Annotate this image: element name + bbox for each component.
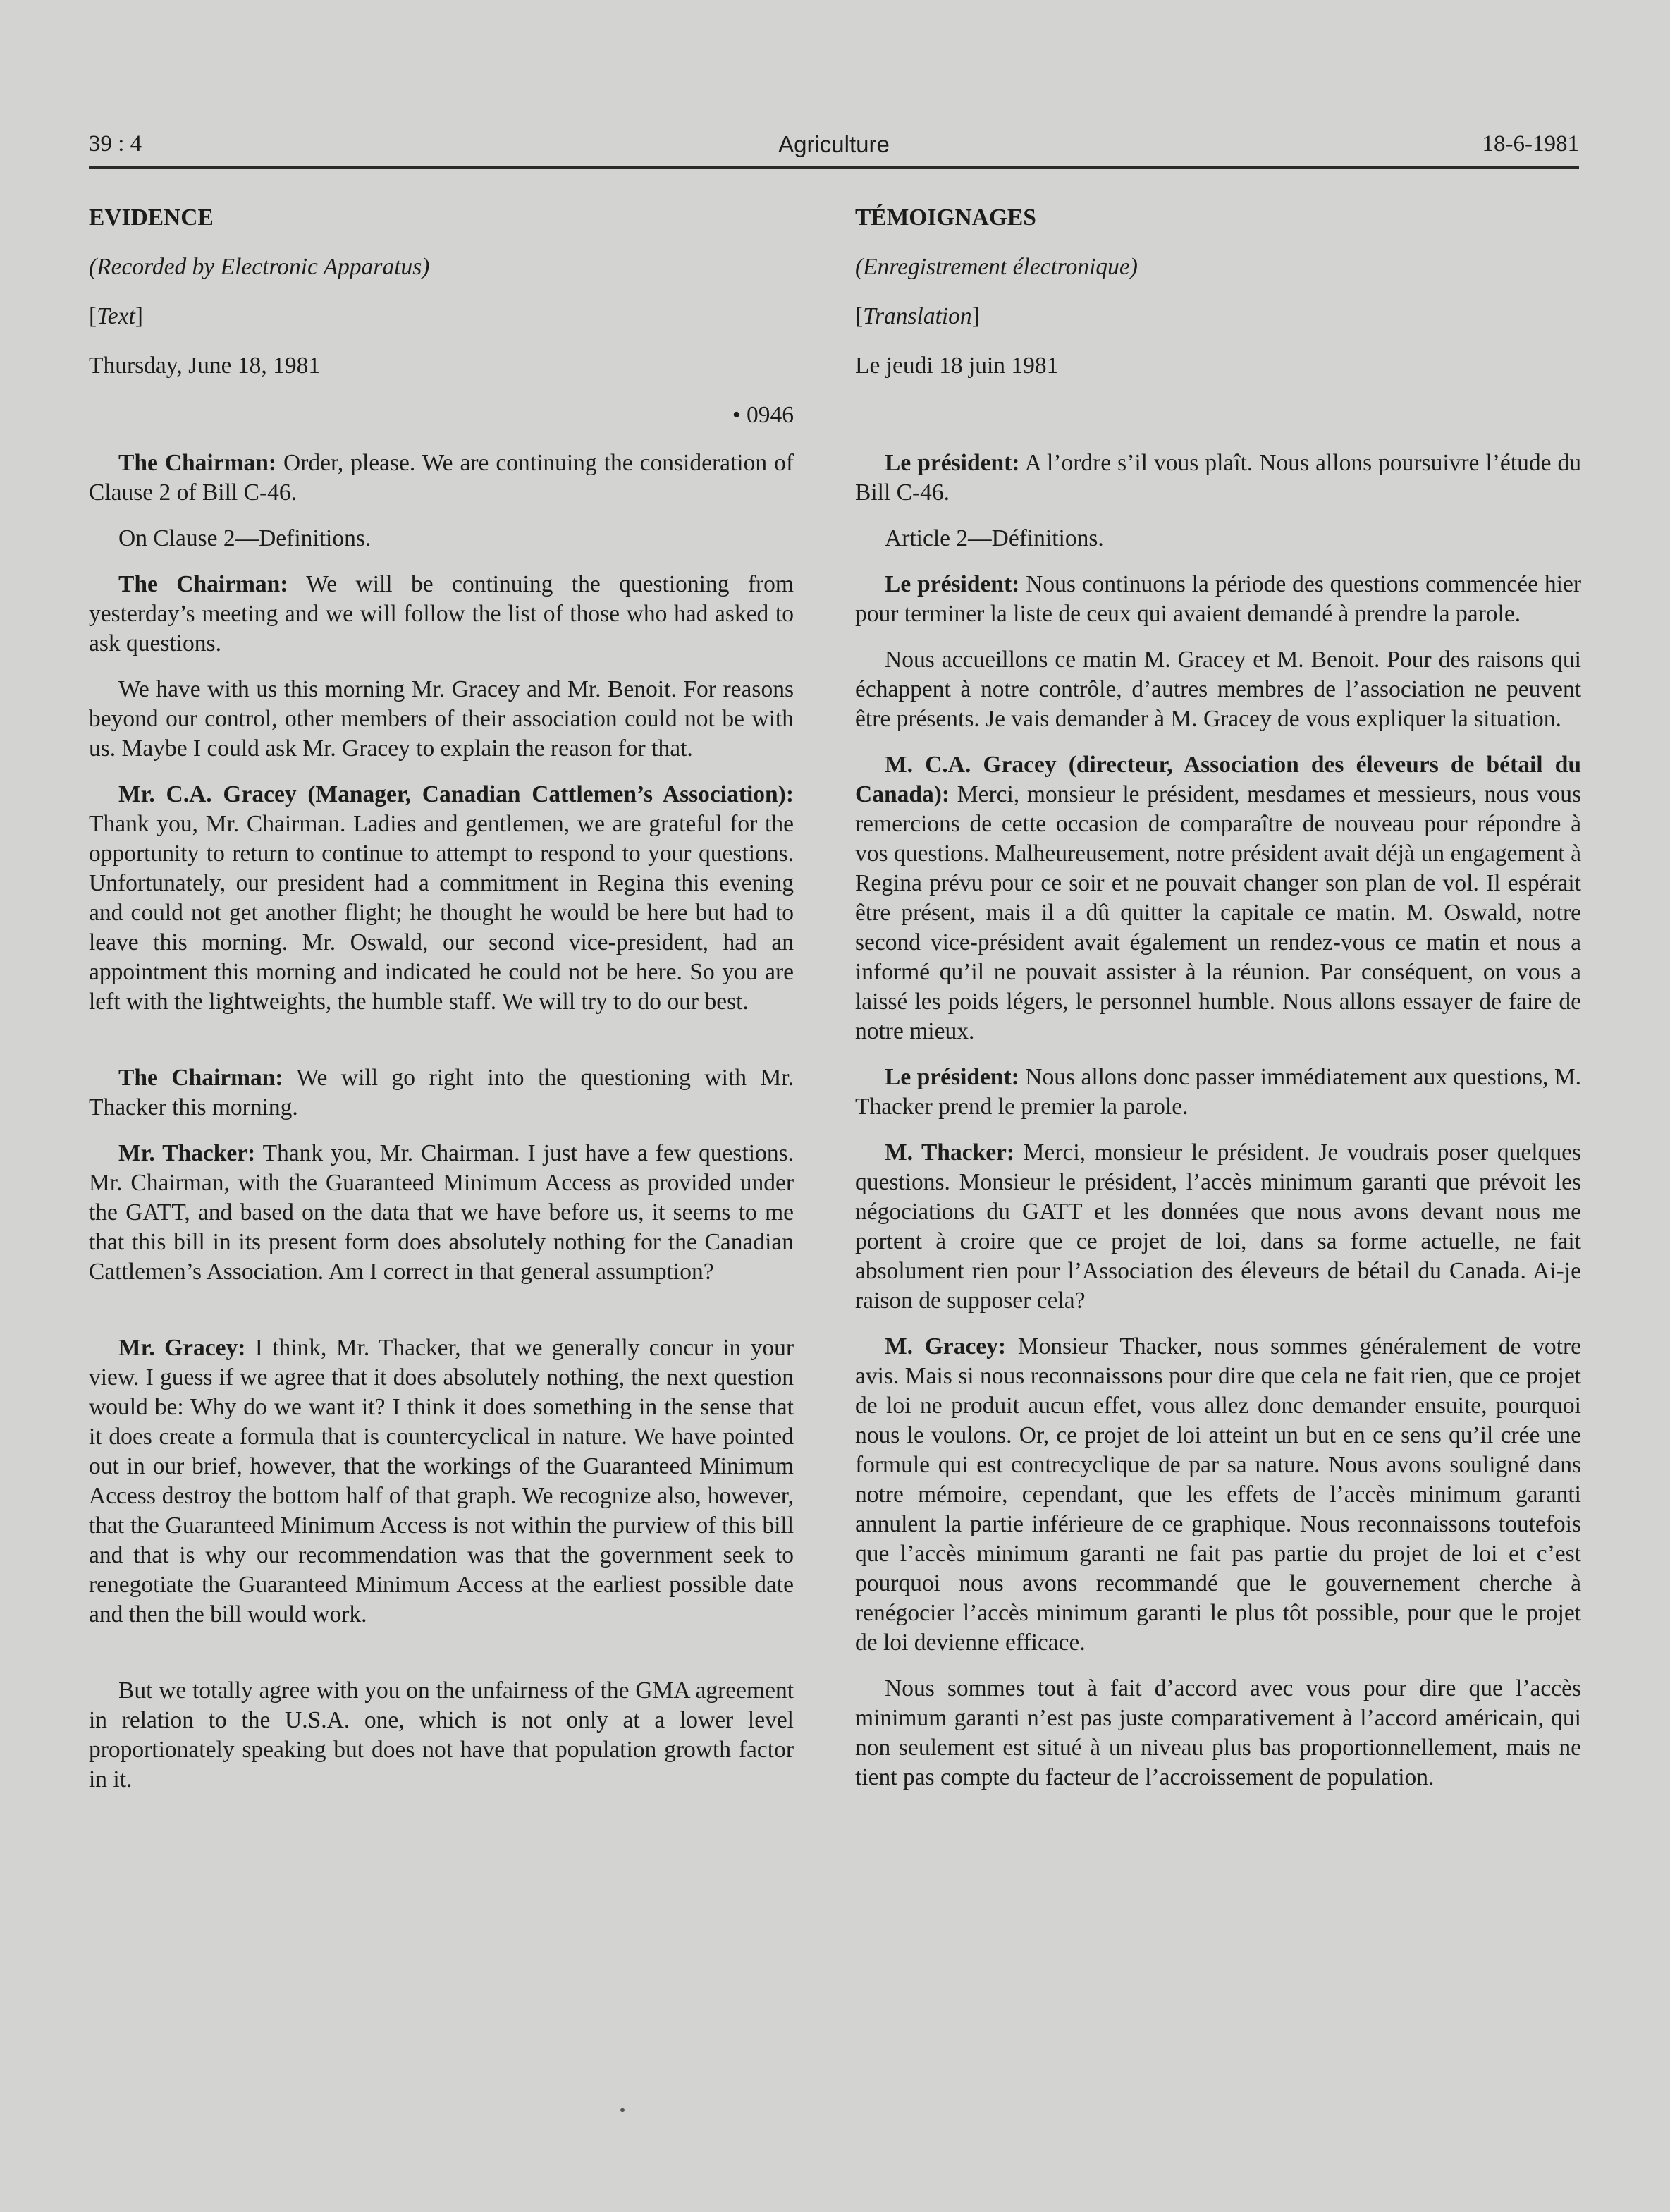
paragraph: [855, 1674, 1581, 1792]
paragraph: [855, 1332, 1581, 1658]
paragraph: [89, 570, 794, 659]
text-label-text: Text: [97, 303, 135, 329]
paragraph: [89, 524, 794, 554]
paragraph-text: Order, please. We are continuing the consideration of Clause 2 of Bill C-46.: [89, 450, 794, 506]
paragraph-text: We will be continuing the questioning from yesterday’s meeting and we will follow the list of those who had asked to ask questions.: [89, 571, 794, 656]
paragraph: [89, 780, 794, 1017]
sitting-date: Le jeudi 18 juin 1981: [855, 353, 1059, 379]
text-label: [Translation]: [855, 303, 980, 329]
speaker-name: M. C.A. Gracey (directeur, Association des éleveurs de bétail du Canada):: [855, 752, 1581, 807]
paragraph: [89, 1333, 794, 1630]
paragraph-text: Thank you, Mr. Chairman. I just have a few questions. Mr. Chairman, with the Guaranteed Minimum Access as provided under the GATT, and based on the data that we have before us, it seems to me that this bill in its present form does absolutely nothing for the Canadian Cattlemen’s Association. Am I correct in that general assumption?: [89, 1140, 794, 1285]
paragraph-text: Nous continuons la période des questions commencée hier pour terminer la liste de ceux qui avaient demandé à prendre la parole.: [855, 571, 1581, 627]
text-label-text: Translation: [863, 303, 972, 329]
paragraph-text: On Clause 2—Definitions.: [118, 525, 372, 551]
paragraph: [89, 675, 794, 764]
paragraph-text: Nous allons donc passer immédiatement aux questions, M. Thacker prend le premier la parole.: [855, 1064, 1581, 1120]
paragraph-text: Nous sommes tout à fait d’accord avec vous pour dire que l’accès minimum garanti n’est pas juste comparativement à l’accord américain, qui non seulement est situé à un niveau plus bas proportionnellement, mais ne tient pas compte du facteur de l’accroissement de population.: [855, 1675, 1581, 1790]
paragraph: [855, 570, 1581, 629]
french-column: [855, 203, 1581, 1809]
paragraph: [89, 1139, 794, 1287]
speaker-name: M. Gracey:: [885, 1333, 1007, 1359]
speaker-name: Le président:: [885, 571, 1020, 597]
running-header: [89, 127, 1579, 169]
speaker-name: Le président:: [885, 450, 1020, 476]
speaker-name: The Chairman:: [118, 571, 288, 597]
paragraph: [855, 524, 1581, 554]
paragraph-text: Nous accueillons ce matin M. Gracey et M. Benoit. Pour des raisons qui échappent à notre contrôle, d’autres membres de l’association ne peuvent être présents. Je vais demander à M. Gracey de vous expliquer la situation.: [855, 647, 1581, 732]
speaker-name: M. Thacker:: [885, 1139, 1015, 1166]
speaker-name: Mr. C.A. Gracey (Manager, Canadian Cattlemen’s Association):: [118, 781, 794, 807]
paragraph-text: Merci, monsieur le président. Je voudrais poser quelques questions. Monsieur le président, l’accès minimum garanti que prévoit les négociations du GATT et les données que nous avons devant nous me portent à croire que ce projet de loi, dans sa forme actuelle, ne fait absolument rien pour l’Association des éleveurs de bétail du Canada. Ai-je raison de supposer cela?: [855, 1139, 1581, 1314]
english-column: [89, 203, 794, 1811]
paragraph: [89, 1676, 794, 1795]
paragraph-text: I think, Mr. Thacker, that we generally concur in your view. I guess if we agree that it does absolutely nothing, the next question would be: Why do we want it? I think it does something in the sense that it does create a formula that is countercyclical in nature. We have pointed out in our brief, however, that the workings of the Guaranteed Minimum Access destroy the bottom half of that graph. We recognize also, however, that the Guaranteed Minimum Access is not within the purview of this bill and that is why our recommendation was that the government seek to renegotiate the Guaranteed Minimum Access at the earliest possible date and then the bill would work.: [89, 1335, 794, 1627]
sitting-date: Thursday, June 18, 1981: [89, 353, 321, 379]
speaker-name: The Chairman:: [118, 450, 277, 476]
paragraph-text: Article 2—Définitions.: [885, 525, 1104, 551]
paragraph: [89, 448, 794, 508]
page-reference: 39 : 4: [89, 131, 142, 157]
paragraph: [855, 1063, 1581, 1122]
recording-note: (Enregistrement électronique): [855, 254, 1138, 280]
paragraph: [89, 1063, 794, 1123]
recording-note-text: Recorded by Electronic Apparatus: [97, 254, 422, 280]
paragraph-text: Monsieur Thacker, nous sommes généralement de votre avis. Mais si nous reconnaissons pour dire que cela ne fait rien, que ce projet de loi ne produit aucun effet, vous allez donc demander ensuite, pourquoi nous le voulons. Or, ce projet de loi atteint un but en ce sens qu’il crée une formule qui est contrecyclique de par sa nature. Nous avons souligné dans notre mémoire, cependant, que les effets de l’accès minimum garanti annulent la partie inférieure de ce graphique. Nous reconnaissons toutefois que l’accès minimum garanti ne fait pas partie du projet de loi et c’est pourquoi nous avons recommandé que le gouvernement cherche à renégocier l’accès minimum garanti le plus tôt possible, pour que le projet de loi devienne efficace.: [855, 1333, 1581, 1656]
section-heading: TÉMOIGNAGES: [855, 204, 1036, 231]
paragraph-text: We have with us this morning Mr. Gracey and Mr. Benoit. For reasons beyond our control, other members of their association could not be with us. Maybe I could ask Mr. Gracey to explain the reason for that.: [89, 676, 794, 762]
header-date: 18-6-1981: [1482, 131, 1579, 157]
paragraph-text: Merci, monsieur le président, mesdames et messieurs, nous vous remercions de cette occasion de comparaître de nouveau pour répondre à vos questions. Malheureusement, notre président avait déjà un engagement à Regina prévu pour ce soir et ne pouvait changer son plan de vol. Il espérait être présent, mais il a dû quitter la capitale ce matin. M. Oswald, notre second vice-président avait également un rendez-vous ce matin et nous a informé qu’il ne pouvait assister à la réunion. Par conséquent, on vous a laissé les poids légers, le personnel humble. Nous allons essayer de faire de notre mieux.: [855, 781, 1581, 1044]
section-heading: EVIDENCE: [89, 204, 214, 231]
text-label: [Text]: [89, 303, 143, 329]
paragraph-text: Thank you, Mr. Chairman. Ladies and gentlemen, we are grateful for the opportunity to return to continue to attempt to respond to your questions. Unfortunately, our president had a commitment in Regina this evening and could not get another flight; he thought he would be here but had to leave this morning. Mr. Oswald, our second vice-president, had an appointment this morning and indicated he could not be here. So you are left with the lightweights, the humble staff. We will try to do our best.: [89, 811, 794, 1015]
paragraph-text: A l’ordre s’il vous plaît. Nous allons poursuivre l’étude du Bill C-46.: [855, 450, 1582, 506]
header-title: Agriculture: [778, 131, 890, 157]
paragraph: [855, 750, 1581, 1046]
time-spacer: [855, 401, 1581, 430]
paragraph: [855, 1138, 1581, 1316]
speaker-name: Le président:: [885, 1064, 1019, 1090]
speaker-name: Mr. Thacker:: [118, 1140, 256, 1166]
paragraph-text: We will go right into the questioning with Mr. Thacker this morning.: [89, 1065, 794, 1120]
speaker-name: Mr. Gracey:: [118, 1335, 246, 1361]
time-stamp: • 0946: [732, 402, 794, 428]
recording-note: (Recorded by Electronic Apparatus): [89, 254, 430, 280]
speaker-name: The Chairman:: [118, 1065, 283, 1091]
paragraph-text: But we totally agree with you on the unfairness of the GMA agreement in relation to the U.S.A. one, which is not only at a lower level proportionately speaking but does not have that population growth factor in it.: [89, 1678, 794, 1792]
paragraph: [855, 645, 1581, 734]
paragraph: [855, 448, 1581, 508]
recording-note-text: Enregistrement électronique: [863, 254, 1130, 280]
page-speck: [620, 2108, 625, 2112]
